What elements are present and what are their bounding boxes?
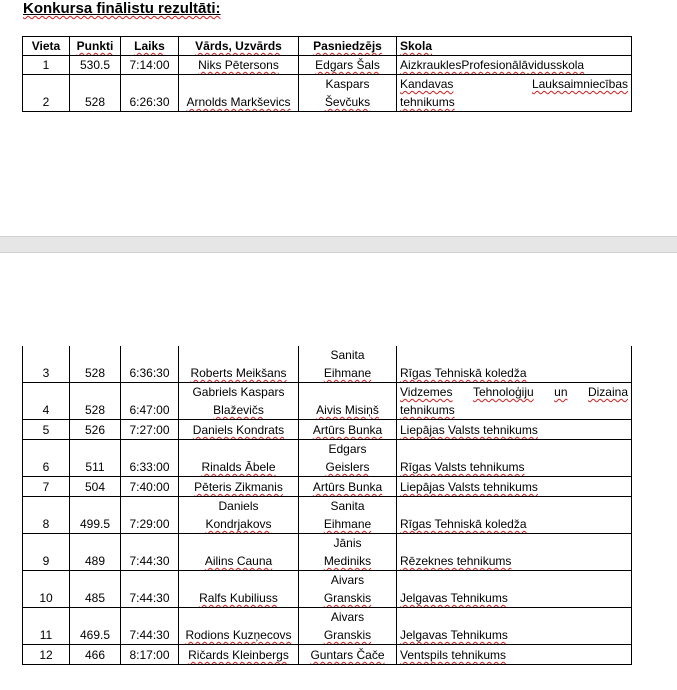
skola-word: Profesionālā (461, 58, 529, 72)
cell-punkti: 530.5 (70, 56, 121, 75)
cell-pasniedzejs (299, 534, 397, 571)
cell-vieta: 5 (23, 420, 70, 440)
cell-skola (397, 608, 632, 645)
cell-laiks: 7:44:30 (121, 571, 179, 608)
cell-skola (397, 477, 632, 497)
cell-vards-uzvards (179, 440, 299, 477)
table-row (23, 346, 632, 383)
cell-vards-uzvards (179, 420, 299, 440)
cell-laiks: 7:44:30 (121, 608, 179, 645)
cell-punkti: 526 (70, 420, 121, 440)
cell-line-2: Rinalds Ābele (201, 460, 276, 474)
cell-line-2: Rīgas Tehniskā koledža (400, 517, 527, 531)
cell-line-2: Ševčuks (324, 95, 371, 109)
cell-skola (397, 420, 632, 440)
cell-line-2: tehnikums (400, 95, 455, 109)
cell-line-2: Niks Pētersons (198, 58, 279, 72)
cell-laiks: 6:33:00 (121, 440, 179, 477)
cell-vards-uzvards (179, 534, 299, 571)
cell-punkti: 528 (70, 75, 121, 112)
cell-vieta: 1 (23, 56, 70, 75)
cell-punkti: 489 (70, 534, 121, 571)
cell-laiks: 6:26:30 (121, 75, 179, 112)
cell-skola (397, 645, 632, 665)
cell-skola (397, 346, 632, 383)
table-row (23, 497, 632, 534)
cell-skola (397, 56, 632, 75)
cell-vieta: 8 (23, 497, 70, 534)
cell-punkti: 504 (70, 477, 121, 497)
cell-line-2: Ralfs Kubiliuss (199, 591, 278, 605)
cell-line-2: Rīgas Tehniskā koledža (400, 366, 527, 380)
skola-word: vidusskola (528, 58, 585, 72)
cell-line-1: Aivars (330, 573, 365, 587)
cell-punkti: 528 (70, 383, 121, 420)
cell-line-2: Rodions Kuzņecovs (185, 628, 292, 642)
header-pasniedzejs: Pasniedzējs (299, 37, 397, 56)
skola-word: un (554, 385, 568, 399)
cell-line-2: tehnikums (400, 403, 455, 417)
cell-line-1: Edgars (328, 442, 367, 456)
cell-line-1: Jānis (333, 536, 362, 550)
cell-laiks: 7:29:00 (121, 497, 179, 534)
cell-pasniedzejs (299, 645, 397, 665)
table-row (23, 477, 632, 497)
cell-pasniedzejs (299, 571, 397, 608)
cell-vards-uzvards (179, 75, 299, 112)
cell-line-2: Aivis Misiņš (316, 403, 379, 417)
cell-vieta: 12 (23, 645, 70, 665)
cell-punkti: 528 (70, 346, 121, 383)
cell-vieta: 9 (23, 534, 70, 571)
cell-line-1: Gabriels Kaspars (192, 385, 285, 399)
cell-skola (397, 534, 632, 571)
cell-vards-uzvards (179, 571, 299, 608)
cell-laiks: 6:47:00 (121, 383, 179, 420)
skola-word: Kandavas (400, 77, 454, 91)
header-row (23, 37, 632, 56)
cell-vards-uzvards (179, 383, 299, 420)
cell-line-2: Pēteris Zikmanis (194, 480, 283, 494)
results-table-page-1 (22, 36, 632, 112)
skola-word: Tehnoloģiju (472, 385, 534, 399)
cell-line-2: Daniels Kondrats (192, 423, 285, 437)
cell-line-2: Artūrs Bunka (312, 423, 383, 437)
header-skola: Skola (397, 37, 632, 56)
cell-line-2: Mediniks (323, 554, 372, 568)
document-title-text: Konkursa finālistu rezultāti: (23, 0, 221, 17)
cell-vieta: 3 (23, 346, 70, 383)
table-row (23, 383, 632, 420)
cell-vieta: 11 (23, 608, 70, 645)
header-punkti: Punkti (70, 37, 121, 56)
cell-laiks: 8:17:00 (121, 645, 179, 665)
cell-vieta: 4 (23, 383, 70, 420)
cell-line-2: Eihmane (323, 366, 372, 380)
cell-laiks: 7:27:00 (121, 420, 179, 440)
cell-laiks: 7:14:00 (121, 56, 179, 75)
cell-vieta: 7 (23, 477, 70, 497)
cell-line-2: Rīgas Valsts tehnikums (400, 460, 525, 474)
cell-vards-uzvards (179, 477, 299, 497)
cell-pasniedzejs (299, 383, 397, 420)
cell-line-2: Geislers (325, 460, 370, 474)
header-vieta: Vieta (23, 37, 70, 56)
cell-vieta: 2 (23, 75, 70, 112)
cell-line-2: Liepājas Valsts tehnikums (400, 423, 538, 437)
skola-word: Lauksaimniecības (531, 77, 628, 91)
cell-vards-uzvards (179, 346, 299, 383)
cell-punkti: 511 (70, 440, 121, 477)
cell-line-2: Ailins Cauna (204, 554, 273, 568)
cell-line-2: Liepājas Valsts tehnikums (400, 480, 538, 494)
cell-line-1: Kaspars (325, 77, 370, 91)
cell-line-2: Edgars Šals (315, 58, 380, 72)
table-row (23, 534, 632, 571)
table-row (23, 645, 632, 665)
cell-line-2: Jelgavas Tehnikums (400, 591, 508, 605)
skola-word: Dizaina (587, 385, 628, 399)
cell-vards-uzvards (179, 645, 299, 665)
cell-line-2: Rēzeknes tehnikums (400, 554, 512, 568)
cell-pasniedzejs (299, 497, 397, 534)
cell-line-2: Ričards Kleinbergs (188, 648, 289, 662)
cell-line-1 (400, 75, 628, 93)
cell-pasniedzejs (299, 608, 397, 645)
cell-vieta: 6 (23, 440, 70, 477)
table-row (23, 420, 632, 440)
table-row (23, 56, 632, 75)
cell-punkti: 499.5 (70, 497, 121, 534)
cell-punkti: 485 (70, 571, 121, 608)
header-vards-uzvards: Vārds, Uzvārds (179, 37, 299, 56)
skola-word: Aizkraukles (400, 58, 462, 72)
cell-vards-uzvards (179, 608, 299, 645)
cell-line-2: Granskis (323, 628, 372, 642)
cell-vards-uzvards (179, 497, 299, 534)
cell-pasniedzejs (299, 477, 397, 497)
table-row (23, 608, 632, 645)
cell-line-1: Daniels (218, 499, 259, 513)
cell-laiks: 6:36:30 (121, 346, 179, 383)
table-row (23, 440, 632, 477)
skola-word: Vidzemes (400, 385, 453, 399)
results-table-page-2 (22, 346, 632, 665)
table-row (23, 571, 632, 608)
page-break-separator (0, 236, 677, 253)
header-laiks: Laiks (121, 37, 179, 56)
cell-line-1 (400, 56, 628, 74)
cell-skola (397, 571, 632, 608)
cell-skola (397, 75, 632, 112)
cell-pasniedzejs (299, 75, 397, 112)
cell-line-2: Granskis (323, 591, 372, 605)
cell-laiks: 7:40:00 (121, 477, 179, 497)
cell-line-1: Aivars (330, 610, 365, 624)
cell-pasniedzejs (299, 440, 397, 477)
cell-line-2: Guntars Čače (310, 648, 385, 662)
cell-line-2: Artūrs Bunka (312, 480, 383, 494)
cell-punkti: 466 (70, 645, 121, 665)
cell-laiks: 7:44:30 (121, 534, 179, 571)
cell-line-2: Jelgavas Tehnikums (400, 628, 508, 642)
cell-line-2: Blaževičs (213, 403, 264, 417)
cell-line-2: Arnolds Markševics (186, 95, 291, 109)
cell-pasniedzejs (299, 346, 397, 383)
table-row (23, 75, 632, 112)
cell-pasniedzejs (299, 420, 397, 440)
cell-vards-uzvards (179, 56, 299, 75)
cell-line-1 (400, 383, 628, 401)
cell-skola (397, 383, 632, 420)
cell-line-2: Ventspils tehnikums (400, 648, 507, 662)
cell-line-1: Sanita (330, 348, 365, 362)
cell-punkti: 469.5 (70, 608, 121, 645)
cell-skola (397, 497, 632, 534)
cell-line-2: Roberts Meikšans (190, 366, 287, 380)
cell-line-2: Kondrjakovs (205, 517, 272, 531)
cell-line-1: Sanita (330, 499, 365, 513)
cell-line-2: Eihmane (323, 517, 372, 531)
cell-skola (397, 440, 632, 477)
document-title (23, 0, 221, 18)
cell-vieta: 10 (23, 571, 70, 608)
cell-pasniedzejs (299, 56, 397, 75)
